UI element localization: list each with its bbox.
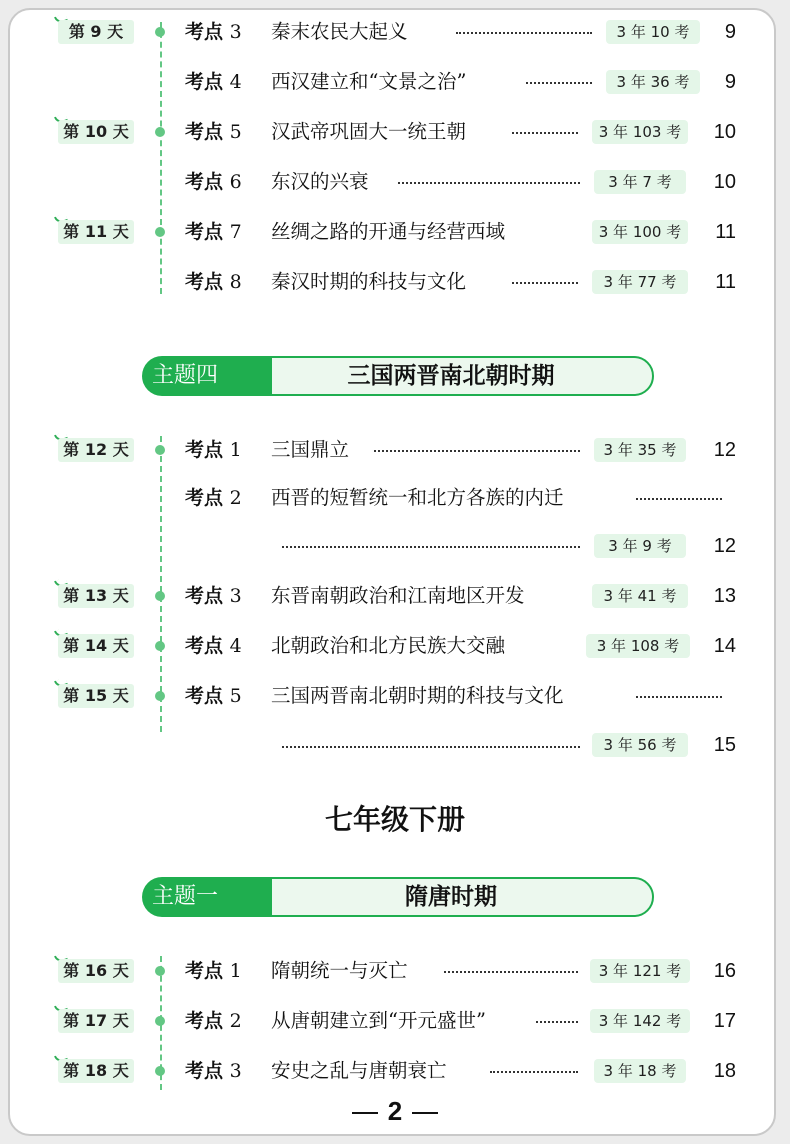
frequency-badge: 3 年 36 考 <box>606 70 700 94</box>
dot-leader <box>512 282 578 284</box>
frequency-badge: 3 年 77 考 <box>592 270 688 294</box>
toc-entry[interactable] <box>0 429 790 469</box>
footer-page-number: 2 <box>387 1096 403 1126</box>
exam-point-label: 考点 3 <box>185 21 242 43</box>
theme-header <box>142 356 654 396</box>
timeline-dot <box>155 591 165 601</box>
entry-title: 三国两晋南北朝时期的科技与文化 <box>271 684 564 707</box>
entry-title: 西汉建立和“文景之治” <box>271 70 467 93</box>
page-footer <box>0 1096 790 1127</box>
frequency-badge: 3 年 10 考 <box>606 20 700 44</box>
toc-entry[interactable] <box>0 11 790 51</box>
frequency-badge: 3 年 56 考 <box>592 733 688 757</box>
exam-point-label: 考点 6 <box>185 171 242 193</box>
dot-leader <box>282 546 580 548</box>
entry-title: 西晋的短暂统一和北方各族的内迁 <box>271 486 564 509</box>
dot-leader <box>374 450 580 452</box>
timeline-dot <box>155 27 165 37</box>
page-number: 16 <box>713 960 736 982</box>
theme-tag: 主题四 <box>142 356 272 396</box>
page-number: 11 <box>715 271 736 293</box>
toc-entry[interactable] <box>0 625 790 665</box>
frequency-badge: 3 年 103 考 <box>592 120 688 144</box>
toc-entry[interactable] <box>0 111 790 151</box>
page-number: 15 <box>713 734 736 756</box>
timeline-dot <box>155 691 165 701</box>
day-label: 第 16 天 <box>58 959 134 983</box>
frequency-badge: 3 年 35 考 <box>594 438 686 462</box>
toc-entry[interactable] <box>0 61 790 101</box>
toc-entry[interactable] <box>0 161 790 201</box>
dot-leader <box>398 182 580 184</box>
page-number: 10 <box>713 171 736 193</box>
exam-point-label: 考点 7 <box>185 221 242 243</box>
day-label: 第 11 天 <box>58 220 134 244</box>
footer-dash <box>412 1112 438 1114</box>
theme-tag: 主题一 <box>142 877 272 917</box>
toc-entry[interactable] <box>0 675 790 765</box>
entry-title: 东汉的兴衰 <box>271 170 369 193</box>
page-number: 13 <box>713 585 736 607</box>
day-label: 第 10 天 <box>58 120 134 144</box>
entry-title: 秦末农民大起义 <box>271 20 408 43</box>
page-number: 9 <box>724 71 736 93</box>
timeline-dot <box>155 641 165 651</box>
page-number: 9 <box>724 21 736 43</box>
entry-title: 秦汉时期的科技与文化 <box>271 270 467 293</box>
dot-leader <box>536 1021 578 1023</box>
dot-leader <box>526 82 592 84</box>
entry-title: 三国鼎立 <box>271 438 350 461</box>
entry-title: 从唐朝建立到“开元盛世” <box>271 1009 486 1032</box>
page-number: 14 <box>713 635 736 657</box>
exam-point-label: 考点 5 <box>185 121 242 143</box>
exam-point-label: 考点 4 <box>185 635 242 657</box>
theme-header <box>142 877 654 917</box>
toc-entry[interactable] <box>0 950 790 990</box>
theme-name: 隋唐时期 <box>248 877 654 917</box>
dot-leader <box>282 746 580 748</box>
exam-point-label: 考点 1 <box>185 960 242 982</box>
day-label: 第 14 天 <box>58 634 134 658</box>
page-number: 12 <box>713 439 736 461</box>
timeline-dot <box>155 1016 165 1026</box>
timeline-dot <box>155 127 165 137</box>
dot-leader <box>636 498 722 500</box>
volume-title: 七年级下册 <box>324 803 465 836</box>
frequency-badge: 3 年 9 考 <box>594 534 686 558</box>
toc-entry[interactable] <box>0 477 790 567</box>
toc-entry[interactable] <box>0 1050 790 1090</box>
dot-leader <box>444 971 578 973</box>
day-label: 第 17 天 <box>58 1009 134 1033</box>
toc-entry[interactable] <box>0 1000 790 1040</box>
toc-entry[interactable] <box>0 211 790 251</box>
exam-point-label: 考点 2 <box>185 487 242 509</box>
frequency-badge: 3 年 7 考 <box>594 170 686 194</box>
dot-leader <box>456 32 592 34</box>
frequency-badge: 3 年 18 考 <box>594 1059 686 1083</box>
timeline-dot <box>155 445 165 455</box>
toc-entry[interactable] <box>0 575 790 615</box>
exam-point-label: 考点 8 <box>185 271 242 293</box>
day-label: 第 15 天 <box>58 684 134 708</box>
entry-title: 丝绸之路的开通与经营西域 <box>271 220 506 243</box>
entry-title: 北朝政治和北方民族大交融 <box>271 634 506 657</box>
frequency-badge: 3 年 108 考 <box>586 634 690 658</box>
dot-leader <box>636 696 722 698</box>
frequency-badge: 3 年 142 考 <box>590 1009 690 1033</box>
entry-title: 汉武帝巩固大一统王朝 <box>271 120 467 143</box>
day-label: 第 18 天 <box>58 1059 134 1083</box>
exam-point-label: 考点 2 <box>185 1010 242 1032</box>
page-number: 10 <box>713 121 736 143</box>
page-number: 18 <box>713 1060 736 1082</box>
frequency-badge: 3 年 100 考 <box>592 220 688 244</box>
dot-leader <box>512 132 578 134</box>
frequency-badge: 3 年 41 考 <box>592 584 688 608</box>
entry-title: 安史之乱与唐朝衰亡 <box>271 1059 447 1082</box>
timeline-dot <box>155 227 165 237</box>
toc-entry[interactable] <box>0 261 790 301</box>
page-number: 12 <box>713 535 736 557</box>
exam-point-label: 考点 5 <box>185 685 242 707</box>
theme-name: 三国两晋南北朝时期 <box>248 356 654 396</box>
page-number: 11 <box>715 221 736 243</box>
exam-point-label: 考点 3 <box>185 1060 242 1082</box>
exam-point-label: 考点 3 <box>185 585 242 607</box>
day-label: 第 9 天 <box>58 20 134 44</box>
page-number: 17 <box>713 1010 736 1032</box>
exam-point-label: 考点 1 <box>185 439 242 461</box>
exam-point-label: 考点 4 <box>185 71 242 93</box>
timeline-dot <box>155 966 165 976</box>
day-label: 第 12 天 <box>58 438 134 462</box>
entry-title: 东晋南朝政治和江南地区开发 <box>271 584 525 607</box>
day-label: 第 13 天 <box>58 584 134 608</box>
timeline-dot <box>155 1066 165 1076</box>
entry-title: 隋朝统一与灭亡 <box>271 959 408 982</box>
dot-leader <box>490 1071 578 1073</box>
footer-dash <box>352 1112 378 1114</box>
frequency-badge: 3 年 121 考 <box>590 959 690 983</box>
